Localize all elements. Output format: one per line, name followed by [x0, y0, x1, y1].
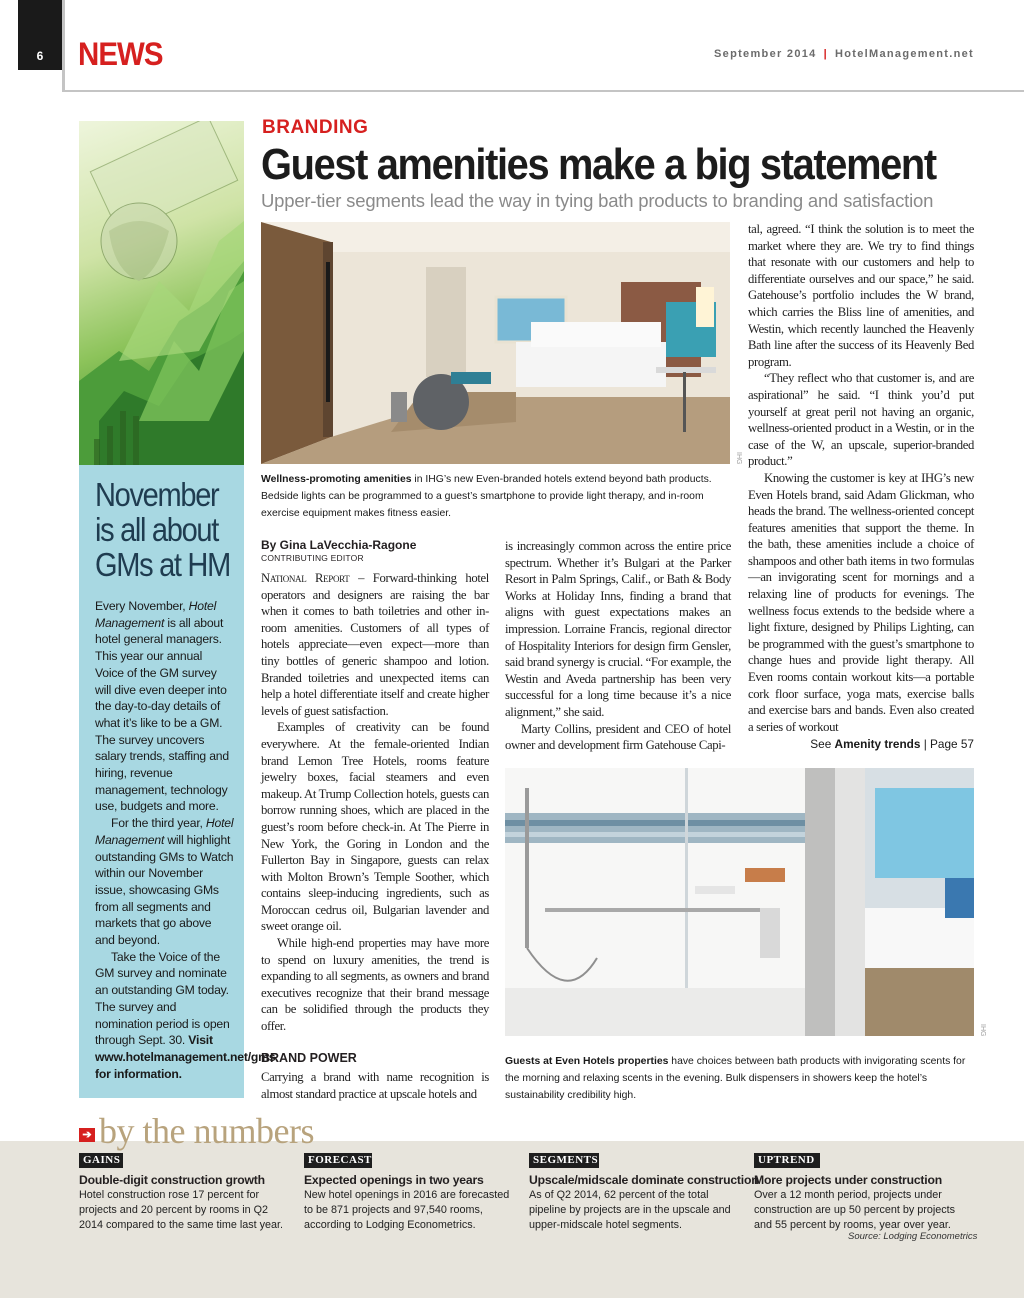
sidebar-paragraph: Take the Voice of the GM survey and nominate an outstanding GM today. The survey and nomination period is open through Sept. 30. Visit www.hotelmanagement.net/gms for information.: [95, 949, 276, 1081]
sidebar-paragraph: Every November, Hotel Management is all about hotel general managers. This year our annual Voice of the GM survey will dive even deeper into the day-to-day details of what it’s like to be a GM. The survey uncovers salary trends, staffing and hiring, revenue management, technology use, budgets and more.: [95, 599, 229, 814]
sidebar-money-illustration: [79, 121, 244, 465]
hotel-room-photo: [261, 222, 730, 464]
sidebar-paragraph: For the third year, Hotel Management will highlight outstanding GMs to Watch within our November issue, showcasing GMs from all segments and markets that go above and beyond.: [95, 816, 234, 948]
article-paragraph: Carrying a brand with name recognition is almost standard practice at upscale hotels and: [261, 1070, 489, 1101]
shower-photo: [505, 768, 974, 1036]
stat-label: GAINS: [79, 1153, 123, 1168]
stat-item: [529, 1150, 759, 1234]
survey-link[interactable]: Visit www.hotelmanagement.net/gms for information.: [95, 1033, 276, 1081]
stat-label: UPTREND: [754, 1153, 820, 1168]
stat-headline: More projects under construction: [754, 1173, 942, 1187]
article-paragraph: Knowing the customer is key at IHG’s new Even Hotels brand, said Adam Glickman, who heads the brand. The wellness-oriented concept features amenities that support the theme. In the bath, these amenities include a choice of shampoos and other bath items in two formulas—an invigorating scent for mornings and a relaxing line of products for evenings. The wellness focus extends to the bedside where a light fixture, designed by Philips Lighting, can be programmed with the guest’s smartphone to change hues and provide light therapy. All Even rooms contain workout kits—a portable cork floor surface, yoga mats, exercise balls and exercise bars and bands. Even also created a series of workout: [748, 470, 974, 734]
article-column-1: [261, 570, 489, 1035]
photo-credit: IHG: [979, 1024, 986, 1037]
site-name: HotelManagement.net: [835, 48, 974, 60]
money-graph-icon: [79, 121, 244, 465]
article-kicker: BRANDING: [262, 117, 369, 138]
stat-item: [79, 1150, 294, 1234]
stat-headline: Expected openings in two years: [304, 1173, 484, 1187]
stat-headline: Double-digit construction growth: [79, 1173, 265, 1187]
article-headline: Guest amenities make a big statement: [261, 140, 936, 189]
sidebar-heading-line: GMs at HM: [95, 546, 230, 583]
stat-headline: Upscale/midscale dominate construction: [529, 1173, 759, 1187]
photo-caption: Wellness-promoting amenities in IHG’s new Even-branded hotels extend beyond bath products. Bedside lights can be programmed to a guest’s smartphone to provide light therapy, and in-room exercise equipment makes fitness easier.: [261, 474, 712, 519]
stat-body: Hotel construction rose 17 percent for projects and 20 percent by rooms in Q2 2014 compared to the same time last year.: [79, 1189, 284, 1232]
article-subhead: BRAND POWER: [261, 1051, 357, 1065]
stat-label: FORECAST: [304, 1153, 372, 1168]
sidebar-heading: [95, 476, 230, 583]
article-dateline: National Report: [261, 571, 350, 585]
article-paragraph: Examples of creativity can be found everywhere. At the female-oriented Indian brand Lemon Tree Hotels, rooms feature jewelry boxes, facial steamers and even makeup. At Trump Collection hotels, guests can borrow running shoes, which are placed in the guest’s room before check-in. At The Pierre in New York, the Goring in London and the Fullerton Bay in Singapore, guests can relax with Molton Brown’s Temple Soother, which contains sleep-inducing ingredients, such as Moroccan cedrus oil, Bulgarian lavender and sweet orange oil.: [261, 720, 489, 934]
article-paragraph: “They reflect who that customer is, and are aspirational” he said. “I think you’d put yourself at great peril not having an organic, wellness-oriented product in a Westin, or in the case of the W, an upscale, superior-branded product.”: [748, 371, 974, 469]
stat-body: New hotel openings in 2016 are forecasted to be 871 projects and 97,540 rooms, according to Lodging Econometrics.: [304, 1189, 510, 1232]
shower-image: [505, 768, 974, 1036]
sidebar-heading-line: is all about: [95, 511, 218, 548]
arrow-icon: ➔: [79, 1128, 95, 1142]
by-the-numbers-title: by the numbers: [99, 1111, 314, 1151]
article-paragraph: While high-end properties may have more to spend on luxury amenities, the trend is expanding to all segments, as owners and brand executives recognize that their brand message can be solidified through the products they offer.: [261, 936, 489, 1034]
article-paragraph: Marty Collins, president and CEO of hotel owner and development firm Gatehouse Capi-: [505, 721, 731, 753]
stat-source: Source: Lodging Econometrics: [848, 1231, 978, 1242]
header-rule-vertical: [62, 0, 65, 92]
article-deck: Upper-tier segments lead the way in tying bath products to branding and satisfaction: [261, 190, 934, 211]
article-paragraph: tal, agreed. “I think the solution is to meet the market where they are. We try to find things that resonate with our customers and help to differentiate ourselves and our space,” he said. Gatehouse’s portfolio includes the W brand, which carries the Bliss line of amenities, and Westin, which recently launched the Heavenly Bath line after the success of its Heavenly Bed program.: [748, 222, 974, 369]
hotel-room-image: [261, 222, 730, 464]
stat-item: [754, 1150, 969, 1234]
stat-body: Over a 12 month period, projects under construction are up 50 percent by projects and 55 percent by rooms, year over year.: [754, 1189, 956, 1232]
article-column-1-continued: [261, 1069, 489, 1102]
header-rule-horizontal: [62, 90, 1024, 92]
stat-label: SEGMENTS: [529, 1153, 599, 1168]
sidebar-promo-box: [79, 465, 276, 1098]
byline-role: CONTRIBUTING EDITOR: [261, 553, 364, 563]
article-column-2: [505, 538, 731, 754]
byline: By Gina LaVecchia-Ragone: [261, 538, 417, 552]
page-number: 6: [18, 0, 62, 70]
sidebar-heading-line: November: [95, 476, 219, 513]
photo-credit: IHG: [735, 452, 742, 465]
article-paragraph: is increasingly common across the entire price spectrum. Whether it’s Bulgari at the Parker Resort in Palm Springs, Calif., or Bath & Body Works at Holiday Inns, finding a brand that aligns with guest expectations makes an impression. Lorraine Francis, regional director of Hospitality Interiors for design firm Gensler, said brand synergy is crucial. “For example, the Westin and Aveda partnership has been very successful for a long time because it’s a nice alignment,” she said.: [505, 539, 731, 719]
dateline-separator: |: [823, 48, 828, 60]
issue-dateline: [714, 48, 974, 60]
photo-caption: Guests at Even Hotels properties have choices between bath products with invigorating scents for the morning and relaxing scents in the evening. Bulk dispensers in showers keep the hotel’s sustainability credibility high.: [505, 1056, 966, 1101]
issue-date: September 2014: [714, 48, 817, 60]
stat-item: [304, 1150, 519, 1234]
section-title: NEWS: [78, 36, 163, 72]
article-column-3: [748, 221, 974, 735]
article-paragraph: National Report – Forward-thinking hotel operators and designers are raising the bar when it comes to bath toiletries and other in-room amenities. Customers of all types of hotels appreciate—even expect—more than tiny bottles of generic shampoo and lotion. Branded toiletries and unexpected items can help a hotel differentiate itself and create higher levels of guest satisfaction.: [261, 571, 489, 718]
continued-jump-line[interactable]: See Amenity trends | Page 57: [810, 737, 974, 751]
stat-body: As of Q2 2014, 62 percent of the total pipeline by projects are in the upscale and upper-midscale hotel segments.: [529, 1189, 731, 1232]
